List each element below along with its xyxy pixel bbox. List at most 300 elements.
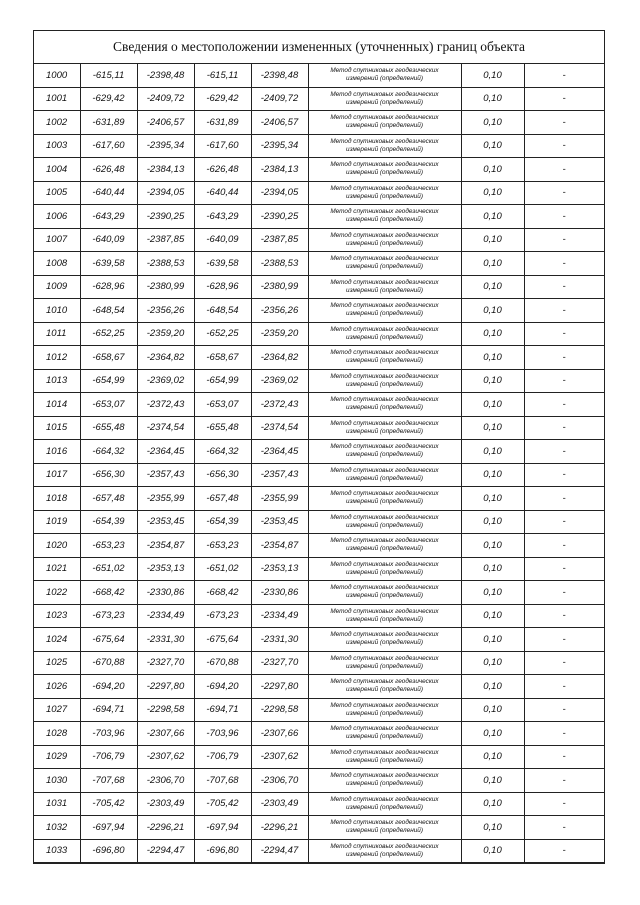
note-cell: - [524, 839, 604, 863]
method-line-2: измерений (определений) [346, 404, 423, 412]
method-line-1: Метод спутниковых геодезических [330, 725, 439, 733]
point-number-cell: 1019 [34, 510, 80, 534]
note-cell: - [524, 557, 604, 581]
table-row [34, 64, 604, 87]
refined-x-cell: -640,09 [194, 228, 251, 252]
point-number-cell: 1003 [34, 134, 80, 158]
accuracy-cell: 0,10 [461, 158, 524, 182]
existing-x-cell: -628,96 [80, 275, 137, 299]
existing-x-cell: -615,11 [80, 64, 137, 87]
method-line-2: измерений (определений) [346, 568, 423, 576]
accuracy-cell: 0,10 [461, 792, 524, 816]
note-cell: - [524, 581, 604, 605]
existing-y-cell: -2307,62 [137, 745, 194, 769]
method-cell [308, 181, 461, 205]
method-line-1: Метод спутниковых геодезических [330, 114, 439, 122]
table-row [34, 440, 604, 464]
accuracy-cell: 0,10 [461, 111, 524, 135]
point-number-cell: 1020 [34, 534, 80, 558]
method-cell [308, 369, 461, 393]
existing-y-cell: -2294,47 [137, 839, 194, 863]
table-row [34, 816, 604, 840]
method-line-1: Метод спутниковых геодезических [330, 678, 439, 686]
table-row [34, 745, 604, 769]
existing-y-cell: -2374,54 [137, 416, 194, 440]
existing-x-cell: -696,80 [80, 839, 137, 863]
existing-y-cell: -2364,45 [137, 440, 194, 464]
method-line-2: измерений (определений) [346, 803, 423, 811]
point-number-cell: 1017 [34, 463, 80, 487]
method-line-2: измерений (определений) [346, 239, 423, 247]
refined-y-cell: -2384,13 [251, 158, 308, 182]
method-line-2: измерений (определений) [346, 498, 423, 506]
existing-y-cell: -2395,34 [137, 134, 194, 158]
method-cell [308, 205, 461, 229]
method-line-2: измерений (определений) [346, 545, 423, 553]
method-line-2: измерений (определений) [346, 286, 423, 294]
existing-y-cell: -2353,13 [137, 557, 194, 581]
existing-y-cell: -2296,21 [137, 816, 194, 840]
point-number-cell: 1001 [34, 87, 80, 111]
existing-y-cell: -2369,02 [137, 369, 194, 393]
refined-x-cell: -656,30 [194, 463, 251, 487]
note-cell: - [524, 181, 604, 205]
refined-x-cell: -654,99 [194, 369, 251, 393]
note-cell: - [524, 205, 604, 229]
point-number-cell: 1024 [34, 628, 80, 652]
existing-x-cell: -657,48 [80, 487, 137, 511]
note-cell: - [524, 416, 604, 440]
method-cell [308, 769, 461, 793]
refined-y-cell: -2353,13 [251, 557, 308, 581]
accuracy-cell: 0,10 [461, 393, 524, 417]
method-line-1: Метод спутниковых геодезических [330, 278, 439, 286]
accuracy-cell: 0,10 [461, 299, 524, 323]
accuracy-cell: 0,10 [461, 87, 524, 111]
accuracy-cell: 0,10 [461, 651, 524, 675]
point-number-cell: 1028 [34, 722, 80, 746]
table-row [34, 557, 604, 581]
refined-y-cell: -2388,53 [251, 252, 308, 276]
method-line-1: Метод спутниковых геодезических [330, 537, 439, 545]
table-row [34, 416, 604, 440]
note-cell: - [524, 228, 604, 252]
refined-x-cell: -651,02 [194, 557, 251, 581]
note-cell: - [524, 769, 604, 793]
existing-y-cell: -2327,70 [137, 651, 194, 675]
note-cell: - [524, 487, 604, 511]
method-line-1: Метод спутниковых геодезических [330, 231, 439, 239]
refined-x-cell: -654,39 [194, 510, 251, 534]
table-row [34, 534, 604, 558]
point-number-cell: 1030 [34, 769, 80, 793]
refined-x-cell: -639,58 [194, 252, 251, 276]
method-cell [308, 463, 461, 487]
refined-x-cell: -631,89 [194, 111, 251, 135]
note-cell: - [524, 275, 604, 299]
existing-x-cell: -658,67 [80, 346, 137, 370]
method-cell [308, 581, 461, 605]
method-line-2: измерений (определений) [346, 662, 423, 670]
existing-y-cell: -2353,45 [137, 510, 194, 534]
accuracy-cell: 0,10 [461, 816, 524, 840]
method-line-1: Метод спутниковых геодезических [330, 772, 439, 780]
existing-y-cell: -2364,82 [137, 346, 194, 370]
table-row [34, 228, 604, 252]
method-cell [308, 87, 461, 111]
existing-y-cell: -2406,57 [137, 111, 194, 135]
point-number-cell: 1008 [34, 252, 80, 276]
method-line-2: измерений (определений) [346, 98, 423, 106]
method-line-1: Метод спутниковых геодезических [330, 67, 439, 75]
point-number-cell: 1012 [34, 346, 80, 370]
existing-x-cell: -656,30 [80, 463, 137, 487]
method-line-2: измерений (определений) [346, 192, 423, 200]
point-number-cell: 1009 [34, 275, 80, 299]
refined-y-cell: -2294,47 [251, 839, 308, 863]
method-cell [308, 604, 461, 628]
note-cell: - [524, 440, 604, 464]
point-number-cell: 1022 [34, 581, 80, 605]
refined-x-cell: -707,68 [194, 769, 251, 793]
method-line-2: измерений (определений) [346, 357, 423, 365]
existing-y-cell: -2356,26 [137, 299, 194, 323]
method-cell [308, 816, 461, 840]
point-number-cell: 1013 [34, 369, 80, 393]
refined-y-cell: -2409,72 [251, 87, 308, 111]
method-cell [308, 534, 461, 558]
note-cell: - [524, 111, 604, 135]
existing-y-cell: -2357,43 [137, 463, 194, 487]
method-line-1: Метод спутниковых геодезических [330, 513, 439, 521]
table-row [34, 581, 604, 605]
method-line-1: Метод спутниковых геодезических [330, 255, 439, 263]
accuracy-cell: 0,10 [461, 581, 524, 605]
refined-y-cell: -2330,86 [251, 581, 308, 605]
coordinates-table [34, 64, 604, 863]
method-cell [308, 487, 461, 511]
method-line-1: Метод спутниковых геодезических [330, 819, 439, 827]
existing-y-cell: -2409,72 [137, 87, 194, 111]
refined-y-cell: -2406,57 [251, 111, 308, 135]
accuracy-cell: 0,10 [461, 64, 524, 87]
method-line-1: Метод спутниковых геодезических [330, 419, 439, 427]
sheet-title: Сведения о местоположении измененных (уточненных) границ объекта [34, 31, 604, 64]
accuracy-cell: 0,10 [461, 346, 524, 370]
refined-y-cell: -2374,54 [251, 416, 308, 440]
refined-y-cell: -2353,45 [251, 510, 308, 534]
refined-x-cell: -628,96 [194, 275, 251, 299]
method-line-1: Метод спутниковых геодезических [330, 748, 439, 756]
existing-y-cell: -2390,25 [137, 205, 194, 229]
refined-y-cell: -2364,45 [251, 440, 308, 464]
refined-y-cell: -2297,80 [251, 675, 308, 699]
note-cell: - [524, 346, 604, 370]
method-line-2: измерений (определений) [346, 639, 423, 647]
existing-x-cell: -694,20 [80, 675, 137, 699]
refined-y-cell: -2307,62 [251, 745, 308, 769]
refined-y-cell: -2355,99 [251, 487, 308, 511]
table-row [34, 604, 604, 628]
accuracy-cell: 0,10 [461, 181, 524, 205]
method-line-2: измерений (определений) [346, 686, 423, 694]
refined-y-cell: -2303,49 [251, 792, 308, 816]
method-line-1: Метод спутниковых геодезических [330, 607, 439, 615]
accuracy-cell: 0,10 [461, 440, 524, 464]
method-line-1: Метод спутниковых геодезических [330, 842, 439, 850]
existing-x-cell: -668,42 [80, 581, 137, 605]
note-cell: - [524, 792, 604, 816]
existing-y-cell: -2334,49 [137, 604, 194, 628]
table-row [34, 628, 604, 652]
table-row [34, 675, 604, 699]
method-line-1: Метод спутниковых геодезических [330, 372, 439, 380]
existing-x-cell: -654,39 [80, 510, 137, 534]
table-row [34, 698, 604, 722]
accuracy-cell: 0,10 [461, 416, 524, 440]
refined-x-cell: -657,48 [194, 487, 251, 511]
refined-y-cell: -2387,85 [251, 228, 308, 252]
refined-y-cell: -2372,43 [251, 393, 308, 417]
accuracy-cell: 0,10 [461, 769, 524, 793]
method-line-1: Метод спутниковых геодезических [330, 396, 439, 404]
point-number-cell: 1029 [34, 745, 80, 769]
existing-x-cell: -617,60 [80, 134, 137, 158]
method-line-1: Метод спутниковых геодезических [330, 490, 439, 498]
point-number-cell: 1033 [34, 839, 80, 863]
method-line-2: измерений (определений) [346, 733, 423, 741]
refined-x-cell: -640,44 [194, 181, 251, 205]
method-line-1: Метод спутниковых геодезических [330, 208, 439, 216]
method-line-1: Метод спутниковых геодезических [330, 325, 439, 333]
existing-x-cell: -655,48 [80, 416, 137, 440]
method-line-2: измерений (определений) [346, 310, 423, 318]
refined-y-cell: -2356,26 [251, 299, 308, 323]
existing-x-cell: -643,29 [80, 205, 137, 229]
method-line-2: измерений (определений) [346, 756, 423, 764]
refined-y-cell: -2390,25 [251, 205, 308, 229]
method-line-2: измерений (определений) [346, 333, 423, 341]
existing-y-cell: -2372,43 [137, 393, 194, 417]
accuracy-cell: 0,10 [461, 510, 524, 534]
note-cell: - [524, 299, 604, 323]
method-cell [308, 158, 461, 182]
existing-y-cell: -2388,53 [137, 252, 194, 276]
table-row [34, 369, 604, 393]
note-cell: - [524, 87, 604, 111]
method-line-2: измерений (определений) [346, 709, 423, 717]
accuracy-cell: 0,10 [461, 745, 524, 769]
method-line-1: Метод спутниковых геодезических [330, 701, 439, 709]
refined-x-cell: -673,23 [194, 604, 251, 628]
table-row [34, 158, 604, 182]
note-cell: - [524, 134, 604, 158]
existing-x-cell: -631,89 [80, 111, 137, 135]
method-line-2: измерений (определений) [346, 263, 423, 271]
method-line-2: измерений (определений) [346, 169, 423, 177]
accuracy-cell: 0,10 [461, 487, 524, 511]
refined-x-cell: -705,42 [194, 792, 251, 816]
method-cell [308, 440, 461, 464]
method-line-1: Метод спутниковых геодезических [330, 631, 439, 639]
refined-x-cell: -643,29 [194, 205, 251, 229]
point-number-cell: 1016 [34, 440, 80, 464]
note-cell: - [524, 252, 604, 276]
note-cell: - [524, 463, 604, 487]
existing-y-cell: -2394,05 [137, 181, 194, 205]
method-line-1: Метод спутниковых геодезических [330, 466, 439, 474]
point-number-cell: 1005 [34, 181, 80, 205]
note-cell: - [524, 816, 604, 840]
point-number-cell: 1006 [34, 205, 80, 229]
method-cell [308, 416, 461, 440]
refined-x-cell: -655,48 [194, 416, 251, 440]
refined-x-cell: -653,07 [194, 393, 251, 417]
existing-x-cell: -707,68 [80, 769, 137, 793]
existing-y-cell: -2380,99 [137, 275, 194, 299]
method-line-1: Метод спутниковых геодезических [330, 654, 439, 662]
existing-y-cell: -2384,13 [137, 158, 194, 182]
note-cell: - [524, 158, 604, 182]
accuracy-cell: 0,10 [461, 628, 524, 652]
existing-x-cell: -629,42 [80, 87, 137, 111]
existing-x-cell: -653,07 [80, 393, 137, 417]
point-number-cell: 1023 [34, 604, 80, 628]
note-cell: - [524, 675, 604, 699]
existing-x-cell: -651,02 [80, 557, 137, 581]
existing-x-cell: -694,71 [80, 698, 137, 722]
method-line-2: измерений (определений) [346, 122, 423, 130]
method-line-2: измерений (определений) [346, 474, 423, 482]
point-number-cell: 1027 [34, 698, 80, 722]
method-cell [308, 510, 461, 534]
refined-y-cell: -2395,34 [251, 134, 308, 158]
accuracy-cell: 0,10 [461, 369, 524, 393]
point-number-cell: 1002 [34, 111, 80, 135]
note-cell: - [524, 64, 604, 87]
existing-x-cell: -653,23 [80, 534, 137, 558]
method-cell [308, 134, 461, 158]
note-cell: - [524, 322, 604, 346]
refined-x-cell: -668,42 [194, 581, 251, 605]
method-cell [308, 393, 461, 417]
existing-y-cell: -2359,20 [137, 322, 194, 346]
method-line-1: Метод спутниковых геодезических [330, 560, 439, 568]
accuracy-cell: 0,10 [461, 205, 524, 229]
existing-x-cell: -652,25 [80, 322, 137, 346]
existing-y-cell: -2303,49 [137, 792, 194, 816]
note-cell: - [524, 510, 604, 534]
method-cell [308, 722, 461, 746]
method-cell [308, 628, 461, 652]
table-row [34, 722, 604, 746]
existing-y-cell: -2387,85 [137, 228, 194, 252]
point-number-cell: 1000 [34, 64, 80, 87]
refined-x-cell: -615,11 [194, 64, 251, 87]
note-cell: - [524, 393, 604, 417]
table-row [34, 769, 604, 793]
refined-x-cell: -652,25 [194, 322, 251, 346]
table-row [34, 322, 604, 346]
accuracy-cell: 0,10 [461, 839, 524, 863]
method-line-2: измерений (определений) [346, 827, 423, 835]
method-line-1: Метод спутниковых геодезических [330, 137, 439, 145]
existing-y-cell: -2307,66 [137, 722, 194, 746]
accuracy-cell: 0,10 [461, 722, 524, 746]
method-cell [308, 275, 461, 299]
method-line-2: измерений (определений) [346, 521, 423, 529]
table-row [34, 299, 604, 323]
method-line-2: измерений (определений) [346, 75, 423, 83]
table-row [34, 463, 604, 487]
point-number-cell: 1010 [34, 299, 80, 323]
method-cell [308, 111, 461, 135]
accuracy-cell: 0,10 [461, 534, 524, 558]
method-cell [308, 557, 461, 581]
method-cell [308, 299, 461, 323]
existing-x-cell: -640,09 [80, 228, 137, 252]
point-number-cell: 1025 [34, 651, 80, 675]
method-cell [308, 839, 461, 863]
note-cell: - [524, 651, 604, 675]
point-number-cell: 1032 [34, 816, 80, 840]
existing-x-cell: -670,88 [80, 651, 137, 675]
accuracy-cell: 0,10 [461, 252, 524, 276]
refined-x-cell: -664,32 [194, 440, 251, 464]
method-cell [308, 64, 461, 87]
note-cell: - [524, 369, 604, 393]
refined-y-cell: -2307,66 [251, 722, 308, 746]
method-line-1: Метод спутниковых геодезических [330, 302, 439, 310]
refined-x-cell: -706,79 [194, 745, 251, 769]
accuracy-cell: 0,10 [461, 275, 524, 299]
existing-x-cell: -648,54 [80, 299, 137, 323]
refined-x-cell: -697,94 [194, 816, 251, 840]
existing-y-cell: -2297,80 [137, 675, 194, 699]
method-line-2: измерений (определений) [346, 451, 423, 459]
method-line-1: Метод спутниковых геодезических [330, 349, 439, 357]
point-number-cell: 1007 [34, 228, 80, 252]
existing-x-cell: -664,32 [80, 440, 137, 464]
accuracy-cell: 0,10 [461, 463, 524, 487]
point-number-cell: 1014 [34, 393, 80, 417]
table-row [34, 510, 604, 534]
method-line-1: Метод спутниковых геодезических [330, 184, 439, 192]
point-number-cell: 1011 [34, 322, 80, 346]
existing-x-cell: -697,94 [80, 816, 137, 840]
refined-y-cell: -2331,30 [251, 628, 308, 652]
refined-x-cell: -696,80 [194, 839, 251, 863]
refined-x-cell: -675,64 [194, 628, 251, 652]
method-line-1: Метод спутниковых геодезических [330, 161, 439, 169]
existing-x-cell: -703,96 [80, 722, 137, 746]
point-number-cell: 1004 [34, 158, 80, 182]
table-row [34, 651, 604, 675]
refined-x-cell: -703,96 [194, 722, 251, 746]
method-line-1: Метод спутниковых геодезических [330, 584, 439, 592]
accuracy-cell: 0,10 [461, 557, 524, 581]
refined-x-cell: -626,48 [194, 158, 251, 182]
refined-y-cell: -2327,70 [251, 651, 308, 675]
accuracy-cell: 0,10 [461, 675, 524, 699]
existing-y-cell: -2355,99 [137, 487, 194, 511]
refined-y-cell: -2369,02 [251, 369, 308, 393]
refined-y-cell: -2394,05 [251, 181, 308, 205]
refined-x-cell: -617,60 [194, 134, 251, 158]
table-row [34, 487, 604, 511]
note-cell: - [524, 628, 604, 652]
method-cell [308, 346, 461, 370]
